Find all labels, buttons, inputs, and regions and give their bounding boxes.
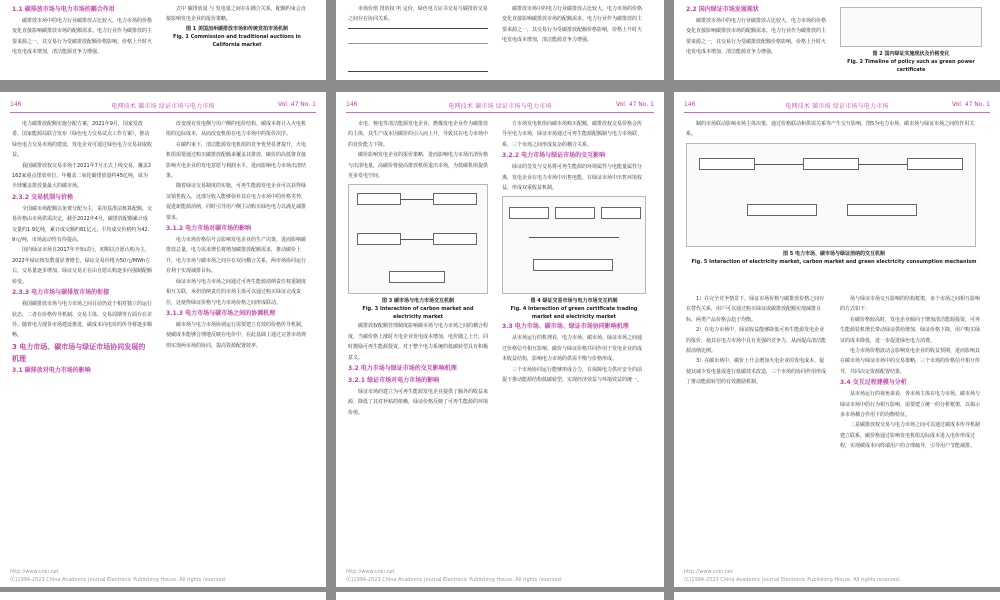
copyright-notice: (C)1994-2023 China Academic Journal Electronic Publishing House. All rights reserved. [346, 577, 563, 583]
diagram-box [533, 259, 613, 271]
section-heading: 2.3.2 交易机制与价格 [12, 193, 74, 201]
body-text: 三个市场协同运行能够形成合力，在保障电力供应安全的前提下推动能源结构低碳转型，实现经济效益与环境效益的统一。 [502, 366, 643, 384]
page-thumbnail[interactable] [0, 92, 326, 587]
figure-caption: 图 4 绿证交易市场与电力市场交互机制 [530, 298, 618, 305]
column-right [166, 119, 308, 573]
page-number: 146 [684, 101, 696, 108]
body-text: 从市场运行的视角来看，各市场主体在电力市场、碳市场与绿证市场中的行为相互影响，需要建立统一的分析框架，以揭示多市场耦合作用下的均衡特征。 [840, 391, 981, 419]
body-text: 式中 碳排放量 与 发电量之间存在耦合关系，配额约束会直接影响发电企业的报价策略。 [166, 6, 306, 23]
footer-url[interactable]: http://www.cnki.net [684, 569, 733, 575]
page-header [346, 99, 654, 113]
diagram-box [747, 204, 817, 216]
page-thumbnail[interactable] [336, 592, 664, 600]
diagram-arrow [529, 237, 619, 238]
section-heading: 2.2 国内绿证市场发展现状 [686, 6, 759, 13]
page-thumbnail[interactable] [0, 592, 326, 600]
section-heading: 3.3 电力市场、碳市场、绿证市场协同影响机理 [502, 323, 629, 331]
diagram-box [357, 193, 401, 205]
body-text: 碳排放市场中的电力行业碳排放占比较大，电力市场的价格变化直接影响碳排放市场的配额需求。电力行业作为碳排放的主要来源之一，其交易行为受碳排放配额价格影响，价格上升时火电发电成本增加，清洁能源竞争力增强。 [12, 18, 153, 56]
section-heading: 3.1.2 电力市场对碳市场的影响 [166, 225, 252, 233]
body-text: 绿证的签发与交易将可再生能源的环境属性与电能量属性分离，发电企业在电力市场中出售电能，在绿证市场中出售环境权益，形成双重收益机制。 [502, 164, 643, 192]
page-footer [10, 569, 227, 583]
volume-label: Vol. 47 No. 1 [277, 101, 316, 108]
figure-timeline [840, 7, 982, 47]
figure-caption-en: Fig. 2 Timeline of policy such as green power certificate [847, 59, 975, 73]
body-text: 电力市场价格信号会影响发电企业的生产决策，进而影响碳排放总量，电力需求增长将增加碳排放配额需求，推动碳价上升，电力市场与碳市场之间存在双向耦合关系，两市场协同运行有利于实现减排目标。 [166, 237, 307, 275]
column-left [12, 119, 152, 573]
diagram-box [699, 158, 755, 170]
body-text: 碳排放市场中的电力行业碳排放占比较大，电力市场的价格变化直接影响碳排放市场的配额需求。电力行业作为碳排放的主要来源之一，其交易行为受碳排放配额价格影响，价格上升时火电发电成本增加，清洁能源竞争力增强。 [502, 6, 643, 44]
body-text: 碳排放权配额管理制度影响碳市场与电力市场之间的耦合程度，当碳价格上涨时火电企业发电成本增加，电价随之上升，同时激励可再生能源投资，对于整个电力系统的低碳转型具有积极意义。 [348, 323, 489, 361]
diagram-box [555, 207, 595, 219]
column-right [840, 294, 982, 573]
copyright-notice: (C)1994-2023 China Academic Journal Electronic Publishing House. All rights reserved. [10, 577, 227, 583]
diagram-arrow [755, 164, 803, 165]
data-table [348, 28, 488, 72]
body-text: 方市场发电机组向碳市场购买配额，碳排放权交易价格会传导至电力市场，绿证市场通过可再生能源配额制与电力市场联系，三个市场之间形成复杂的耦合关系。 [502, 121, 643, 148]
figure-3-diagram [348, 184, 488, 294]
page-thumbnail[interactable] [0, 0, 326, 80]
body-text: 制的市场联动影响市场主体决策，通过价格联动和供需关系等产生交互影响，图5为电力市场、碳市场与绿证市场之间的作用关系。 [686, 121, 975, 138]
volume-label: Vol. 47 No. 1 [951, 101, 990, 108]
body-text: 碳排放市场中的电力行业碳排放占比较大，电力市场的价格变化直接影响碳排放市场的配额需求。电力行业作为碳排放的主要来源之一，其交易行为受碳排放配额价格影响，价格上升时火电发电成本增加，清洁能源竞争力增强。 [686, 18, 827, 56]
column-left [348, 119, 488, 573]
body-text: 电力碳排放配额实施分配方案，2021年9月，国家发改委、国家能源局联合发布《绿色电力交易试点工作方案》，推动绿色电力交易市场的建设，发电企业可通过绿色电力交易获取收益。 [12, 121, 153, 159]
diagram-box [907, 158, 963, 170]
body-text: 市场价值 排放权 所 定价，绿色电力证书交易与碳排放交易之间存在协同关系。 [348, 6, 488, 23]
figure-caption-en: Fig. 4 Interaction of green certificate trading market and electricity market [510, 306, 638, 321]
diagram-arrow [401, 239, 433, 240]
section-heading: 3 电力市场、碳市场与绿证市场协同发展的机理 [12, 342, 146, 363]
section-heading: 3.1 碳排放对电力市场的影响 [12, 366, 91, 374]
diagram-box [433, 193, 477, 205]
running-title: 电网技术 碳市场 绿证市场与电力市场 [111, 103, 215, 110]
body-text: 碳市场与电力市场协调运行需要建立有效的价格传导机制，使碳成本能够合理地反映在电价中，在此基础上通过完善市场规则实现两市场的协同，提高资源配置效率。 [166, 321, 307, 349]
running-title: 电网技术 碳市场 绿证市场与电力市场 [785, 103, 889, 110]
body-text: 水电、核电等清洁能源发电企业，燃煤发电企业作为碳排放的主体，其生产成本因碳价的引入而上升，导致其在电力市场中的竞价能力下降。 [348, 121, 489, 148]
footer-url[interactable]: http://www.cnki.net [346, 569, 395, 575]
page-header [10, 99, 316, 113]
diagram-arrow [401, 199, 433, 200]
diagram-box [357, 233, 401, 245]
diagram-box [509, 207, 549, 219]
figure-caption: 图 5 电力市场、碳市场与绿证消纳的交互机制 [783, 250, 885, 257]
body-text: 我国碳排放市场与电力市场之间目前仍处于相对独立的运行状态，二者在价格传导机制、交易主体、交易周期等方面存在差异。随着电力现货市场建设推进，碳成本向电价的传导将逐步顺畅。 [12, 301, 153, 339]
section-heading: 3.1.3 电力市场与碳市场之间的协调机理 [166, 309, 276, 317]
running-title: 电网技术 碳市场 绿证市场与电力市场 [448, 103, 552, 110]
section-heading: 2.3.3 电力市场与碳排放市场的衔接 [12, 289, 110, 297]
body-text: 改变现有发电侧与用户侧的电价结构，碳成本将计入火电机组的边际成本，从而改变机组在电力市场中的报价次序。 [166, 121, 307, 138]
page-thumbnail[interactable] [674, 92, 1000, 587]
figure-caption: 图 3 碳市场与电力市场交互机制 [382, 298, 454, 305]
body-text: 在碳价格较高时，发电企业倾向于增加清洁能源投资，可再生能源装机增长带动绿证供给增加，绿证价格下降，用户购买绿证的成本降低，进一步促进绿色电力消费。 [840, 316, 981, 344]
body-text: 3）在碳市场中，碳价上升会增加火电企业的发电成本，促使其减少发电量或进行低碳技术改造，三个市场的协同作用形成了推动能源转型的有效激励机制。 [686, 358, 827, 386]
diagram-box [389, 271, 445, 283]
body-text: 2）在电力市场中，绿证收益能够降低可再生能源发电企业的报价，使其在电力市场中具有更强的竞争力，从而提高清洁能源消纳比例。 [686, 327, 827, 355]
body-text: 从市场运行的机理看，电力市场、碳市场、绿证市场之间通过价格信号相互影响，碳价与绿证价格共同作用于发电企业的成本收益结构，影响电力市场的供需平衡与价格形成。 [502, 335, 643, 363]
page-number: 146 [346, 101, 358, 108]
diagram-box [847, 204, 917, 216]
column-wide [686, 119, 982, 289]
body-text: 随着绿证交易制度的实施，可再生能源发电企业可以获得绿证销售收入，这部分收入能够弥补其在电力市场中的价格劣势，促进新能源消纳，同时引导用户侧主动购买绿色电力以满足减排要求。 [166, 183, 307, 221]
body-text: 绿证市场的建立为可再生能源发电企业提供了额外的收益来源，降低了其对补贴的依赖，绿证价格反映了可再生能源的环境价值。 [348, 389, 489, 416]
page-footer [346, 569, 563, 583]
copyright-notice: (C)1994-2023 China Academic Journal Electronic Publishing House. All rights reserved. [684, 577, 901, 583]
body-text: 二是碳排放权交易与电力市场之间可以通过碳成本传导机制建立联系，碳价格通过影响发电机组边际成本进入电价形成过程，实现碳成本向终端用户的合理疏导，引导用户节能减排。 [840, 422, 981, 450]
page-thumbnail[interactable] [336, 0, 664, 80]
body-text: 1）在完全竞争情景下，绿证市场价格与碳排放价格之间存在替代关系，用户可以通过购买绿证或碳排放配额实现减排目标，两类产品价格会趋于均衡。 [686, 296, 825, 323]
figure-caption-en: Fig. 1 Commission and traditional auctions in California market [173, 33, 301, 48]
section-heading: 3.2.1 绿证市场对电力市场的影响 [348, 377, 440, 385]
figure-caption: 图 2 国内绿证实施现状及价格变化 [872, 51, 950, 57]
figure-caption-en: Fig. 3 Interaction of carbon market and electricity market [362, 306, 474, 321]
diagram-box [803, 158, 859, 170]
body-text: 我国碳排放权交易市场于2021年7月正式上线交易，覆盖2162家重点排放单位，年覆盖二氧化碳排放量约45亿吨，成为全球覆盖排放量最大的碳市场。 [12, 162, 152, 190]
body-text: 场与绿证市场交互影响的结构框架，多个市场之间相互影响的方式如下： [840, 296, 981, 313]
figure-4-diagram [502, 196, 646, 294]
volume-label: Vol. 47 No. 1 [615, 101, 654, 108]
figure-caption-en: Fig. 5 Interaction of electricity market, carbon market and green electricity consumption mechanism [691, 258, 977, 265]
page-footer [684, 569, 901, 583]
diagram-box [433, 233, 477, 245]
section-heading: 3.2.2 电力市场与绿证市场的交互影响 [502, 152, 606, 160]
page-thumbnail[interactable] [674, 592, 1000, 600]
diagram-arrow [859, 164, 907, 165]
body-text: 在碳约束下，清洁能源发电机组的竞争优势显著提升，火电机组需要通过购买碳排放配额来覆盖其排放，碳价的高低将直接影响火电企业的发电意愿与利润水平，进而影响电力市场出清结果。 [166, 141, 307, 180]
body-text: 绿证市场与电力市场之间通过可再生能源消纳责任权重制度相互关联，承担消纳责任的市场主体可以通过购买绿证完成责任，这使得绿证价格与电力市场价格之间形成联动。 [166, 278, 307, 306]
footer-url[interactable]: http://www.cnki.net [10, 569, 59, 575]
body-text: 碳价影响发电企业的报价策略，进而影响电力市场出清价格与出清电量，高碳价将使高排放机组退出市场，为低碳机组提供更多发电空间。 [348, 152, 489, 180]
page-thumbnail[interactable] [674, 0, 1000, 80]
section-heading: 3.2 电力市场与绿证市场的交互影响机理 [348, 365, 457, 373]
body-text: 国内绿证市场自2017年开始试行，初期以自愿认购为主，2022年绿证核发数量显著增长，绿证交易价格为50元/MWh左右，交易量逐步增加，绿证交易正在由自愿认购逐步向强制配额转变。 [12, 247, 153, 285]
column-left [686, 294, 826, 573]
page-thumbnail[interactable] [336, 92, 664, 587]
body-text: 全国碳市场配额以免费分配为主，采用基准法核算配额，交易价格由市场供需决定，截至2022年4月，碳排放配额累计成交量约1.9亿吨，累计成交额约81亿元，平均成交价格约为42.9元/吨，市场流动性有待提高。 [12, 205, 153, 244]
column-right [502, 119, 646, 573]
figure-caption: 图 1 美国加州碳排放市场和传统竞拍市场机制 [186, 25, 288, 32]
body-text: 电力市场价格波动会影响发电企业的收益预期，进而影响其在碳市场与绿证市场中的交易策略，三个市场的价格信号相互传导，共同决定资源配置结果。 [840, 348, 981, 375]
section-heading: 3.4 交互过程建模与分析 [840, 379, 907, 387]
page-header [684, 99, 990, 113]
figure-5-diagram [686, 143, 976, 247]
section-heading: 1.1 碳排放市场与电力市场的耦合作用 [12, 6, 115, 13]
diagram-box [601, 207, 641, 219]
page-number: 146 [10, 101, 22, 108]
